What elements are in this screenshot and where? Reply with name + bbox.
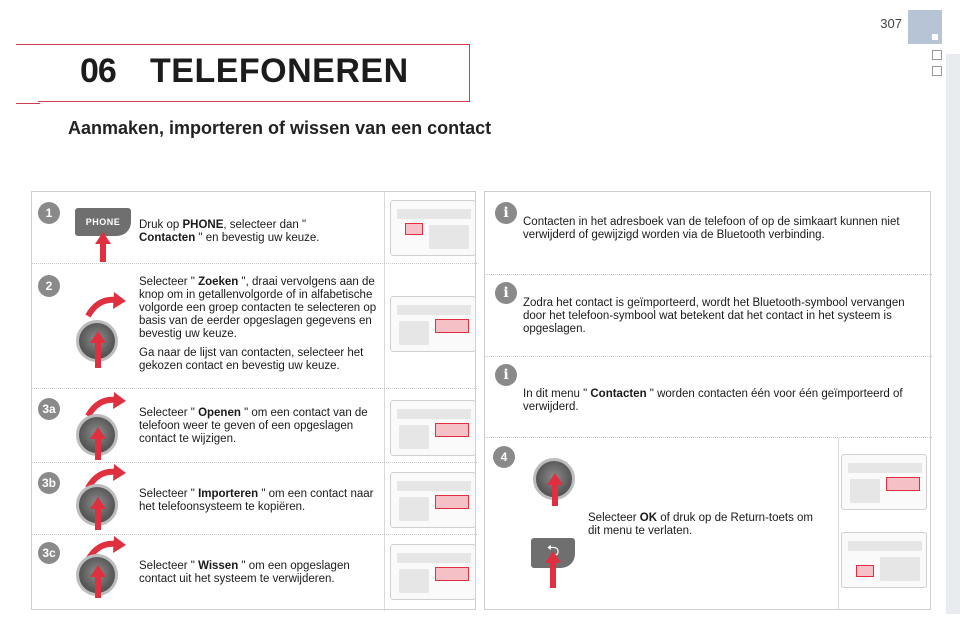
chapter-tab-box [932,50,942,60]
press-arrow-icon [95,342,101,368]
column-divider [838,438,839,610]
row-divider [32,534,477,535]
column-divider [384,192,385,611]
section-title: Aanmaken, importeren of wissen van een contact [68,118,492,138]
step-2-text: Selecteer " Zoeken ", draai vervolgens aan de knop om in getallenvolgorde of in alfabetische volgorde een groep contacten te selecteren op basis van de eerder opgeslagen gegevens en bevestig uw keuze. Ga naar de lijst van contacten, selecteer het gekozen contact en bevestig uw keuze. [139,276,377,372]
info-note-3: In dit menu " Contacten " worden contacten één voor één geïmporteerd of verwijderd. [523,388,903,413]
chapter-title: TELEFONEREN [150,52,409,90]
press-arrow-head-icon [90,565,106,577]
radio-panel-illustration [390,400,476,456]
row-divider [32,263,477,264]
info-icon: i [495,364,517,386]
page-number: 307 [880,16,902,31]
radio-panel-illustration [390,544,476,600]
step-badge-3b: 3b [38,472,60,494]
radio-panel-illustration [841,454,927,510]
notes-panel [484,191,931,610]
step-badge-3c: 3c [38,542,60,564]
info-icon: i [495,282,517,304]
press-arrow-head-icon [547,473,563,485]
radio-panel-illustration [390,472,476,528]
step-badge-1: 1 [38,202,60,224]
step-badge-4: 4 [493,446,515,468]
row-divider [32,388,477,389]
info-note-2: Zodra het contact is geïmporteerd, wordt het Bluetooth-symbool vervangen door het telefoon-symbool wat betekent dat het contact in het systeem is opgeslagen. [523,297,905,335]
row-divider [485,437,932,438]
step-3b-text: Selecteer " Importeren " om een contact naar het telefoonsysteem te kopiëren. [139,488,374,513]
row-divider [485,274,932,275]
rotate-arrow-icon [84,292,128,320]
side-bar [946,54,960,614]
step-3c-text: Selecteer " Wissen " om een opgeslagen contact uit het systeem te verwijderen. [139,560,350,585]
press-arrow-head-icon [95,232,111,244]
return-key-icon: ⮌ [531,538,575,568]
row-divider [32,462,477,463]
step-4-text: Selecteer OK of druk op de Return-toets om dit menu te verlaten. [588,512,813,537]
step-1-text: Druk op PHONE, selecteer dan " Contacten " en bevestig uw keuze. [139,219,320,244]
press-arrow-icon [552,484,558,506]
press-arrow-icon [550,562,556,588]
step-badge-3a: 3a [38,398,60,420]
press-arrow-icon [95,438,101,460]
phone-key-icon: PHONE [75,208,131,236]
chapter-tab-box [932,66,942,76]
info-icon: i [495,202,517,224]
press-arrow-head-icon [545,551,561,563]
press-arrow-head-icon [90,497,106,509]
press-arrow-icon [100,242,106,262]
step-badge-2: 2 [38,275,60,297]
press-arrow-icon [95,576,101,598]
radio-panel-illustration [841,532,927,588]
press-arrow-icon [95,508,101,530]
press-arrow-head-icon [90,331,106,343]
row-divider [485,356,932,357]
press-arrow-head-icon [90,427,106,439]
radio-panel-illustration [390,200,476,256]
info-note-1: Contacten in het adresboek van de telefoon of op de simkaart kunnen niet verwijderd of gewijzigd worden via de Bluetooth verbinding. [523,216,900,241]
chapter-tab-marker [908,10,942,44]
step-3a-text: Selecteer " Openen " om een contact van de telefoon weer te geven of een opgeslagen contact te wijzigen. [139,407,368,445]
radio-panel-illustration [390,296,476,352]
steps-panel [31,191,476,610]
chapter-number: 06 [80,52,116,90]
